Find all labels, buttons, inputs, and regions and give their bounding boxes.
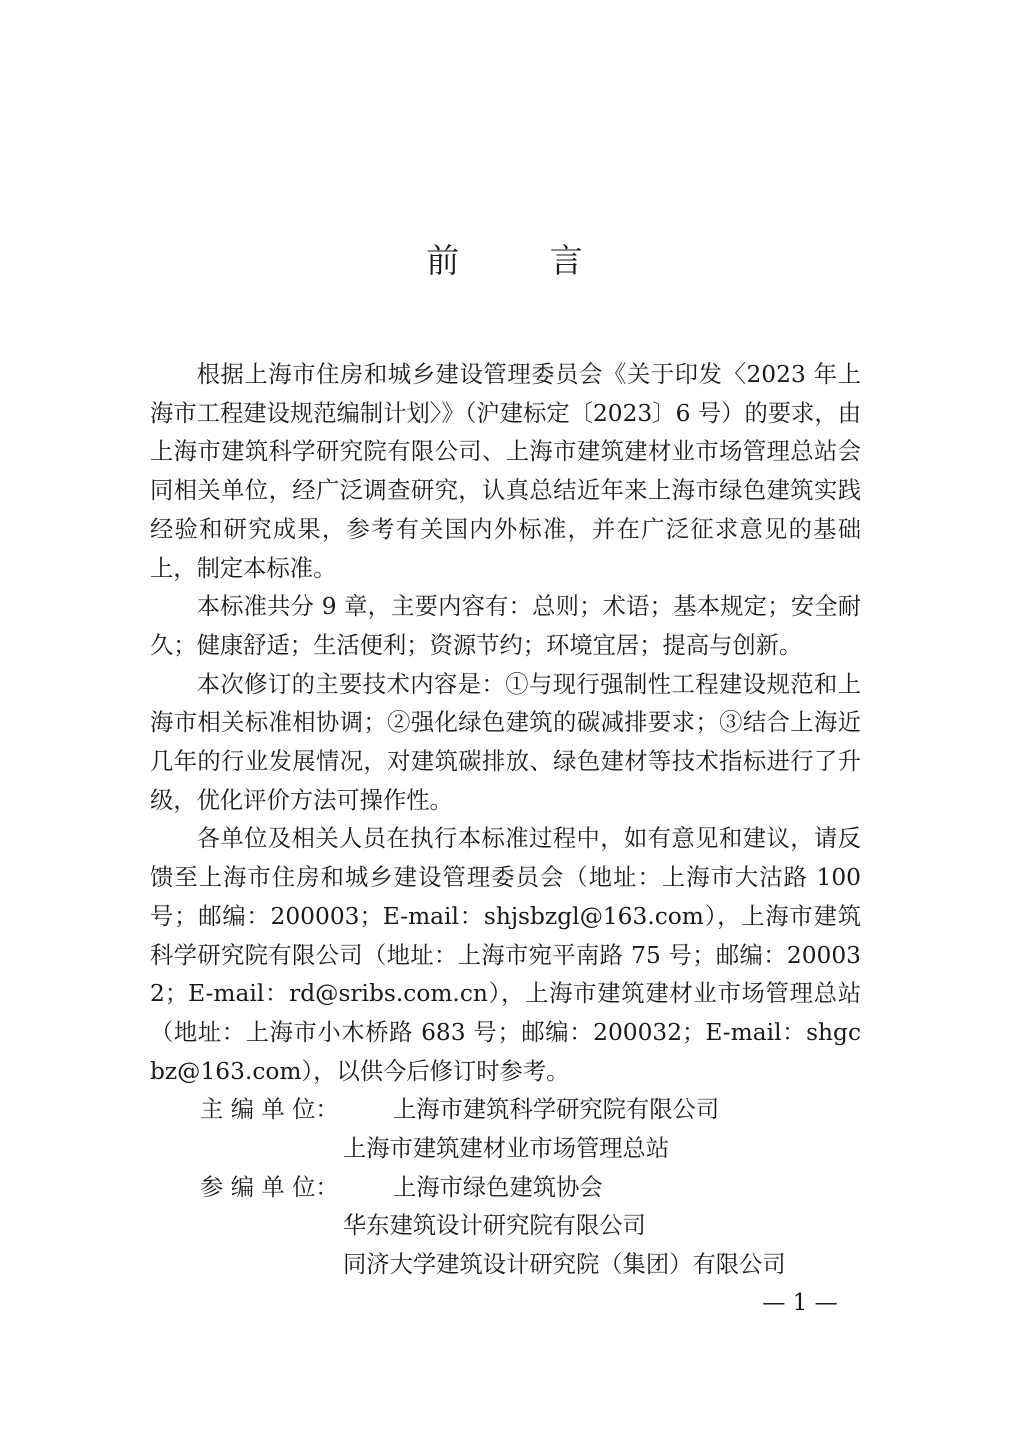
participating-unit-item: 华东建筑设计研究院有限公司 <box>343 1212 646 1240</box>
participating-unit-label: 参 编 单 位： <box>200 1173 339 1201</box>
participating-unit-item: 上海市绿色建筑协会 <box>393 1173 603 1201</box>
page-number: — 1 — <box>762 1290 838 1316</box>
chief-unit-item: 上海市建筑建材业市场管理总站 <box>343 1135 670 1163</box>
chief-unit-row <box>150 1091 861 1130</box>
paragraph-feedback: 各单位及相关人员在执行本标准过程中，如有意见和建议，请反馈至上海市住房和城乡建设管理委员会（地址：上海市大沽路 100 号；邮编：200003；E-mail：shjsbzgl@163.com），上海市建筑科学研究院有限公司（地址：上海市宛平南路 75 号；邮编：200032；E-mail：rd@sribs.com.cn），上海市建筑建材业市场管理总站（地址：上海市小木桥路 683 号；邮编：200032；E-mail：shgcbz@163.com），以供今后修订时参考。 <box>150 825 861 1085</box>
participating-unit-row <box>150 1169 861 1208</box>
paragraph-revision: 本次修订的主要技术内容是：①与现行强制性工程建设规范和上海市相关标准相协调；②强化绿色建筑的碳减排要求；③结合上海近几年的行业发展情况，对建筑碳排放、绿色建材等技术指标进行了升级，优化评价方法可操作性。 <box>150 670 861 814</box>
paragraph-basis: 根据上海市住房和城乡建设管理委员会《关于印发〈2023 年上海市工程建设规范编制计划〉》（沪建标定〔2023〕6 号）的要求，由上海市建筑科学研究院有限公司、上海市建筑建材业市场管理总站会同相关单位，经广泛调查研究，认真总结近年来上海市绿色建筑实践经验和研究成果，参考有关国内外标准，并在广泛征求意见的基础上，制定本标准。 <box>150 361 861 582</box>
chief-unit-label: 主 编 单 位： <box>200 1096 339 1124</box>
paragraph-contents: 本标准共分 9 章，主要内容有：总则；术语；基本规定；安全耐久；健康舒适；生活便利；资源节约；环境宜居；提高与创新。 <box>150 593 861 659</box>
preface-body <box>150 356 861 1285</box>
page-title: 前 言 <box>426 241 623 280</box>
chief-unit-item: 上海市建筑科学研究院有限公司 <box>393 1096 720 1124</box>
participating-unit-item: 同济大学建筑设计研究院（集团）有限公司 <box>343 1251 786 1279</box>
